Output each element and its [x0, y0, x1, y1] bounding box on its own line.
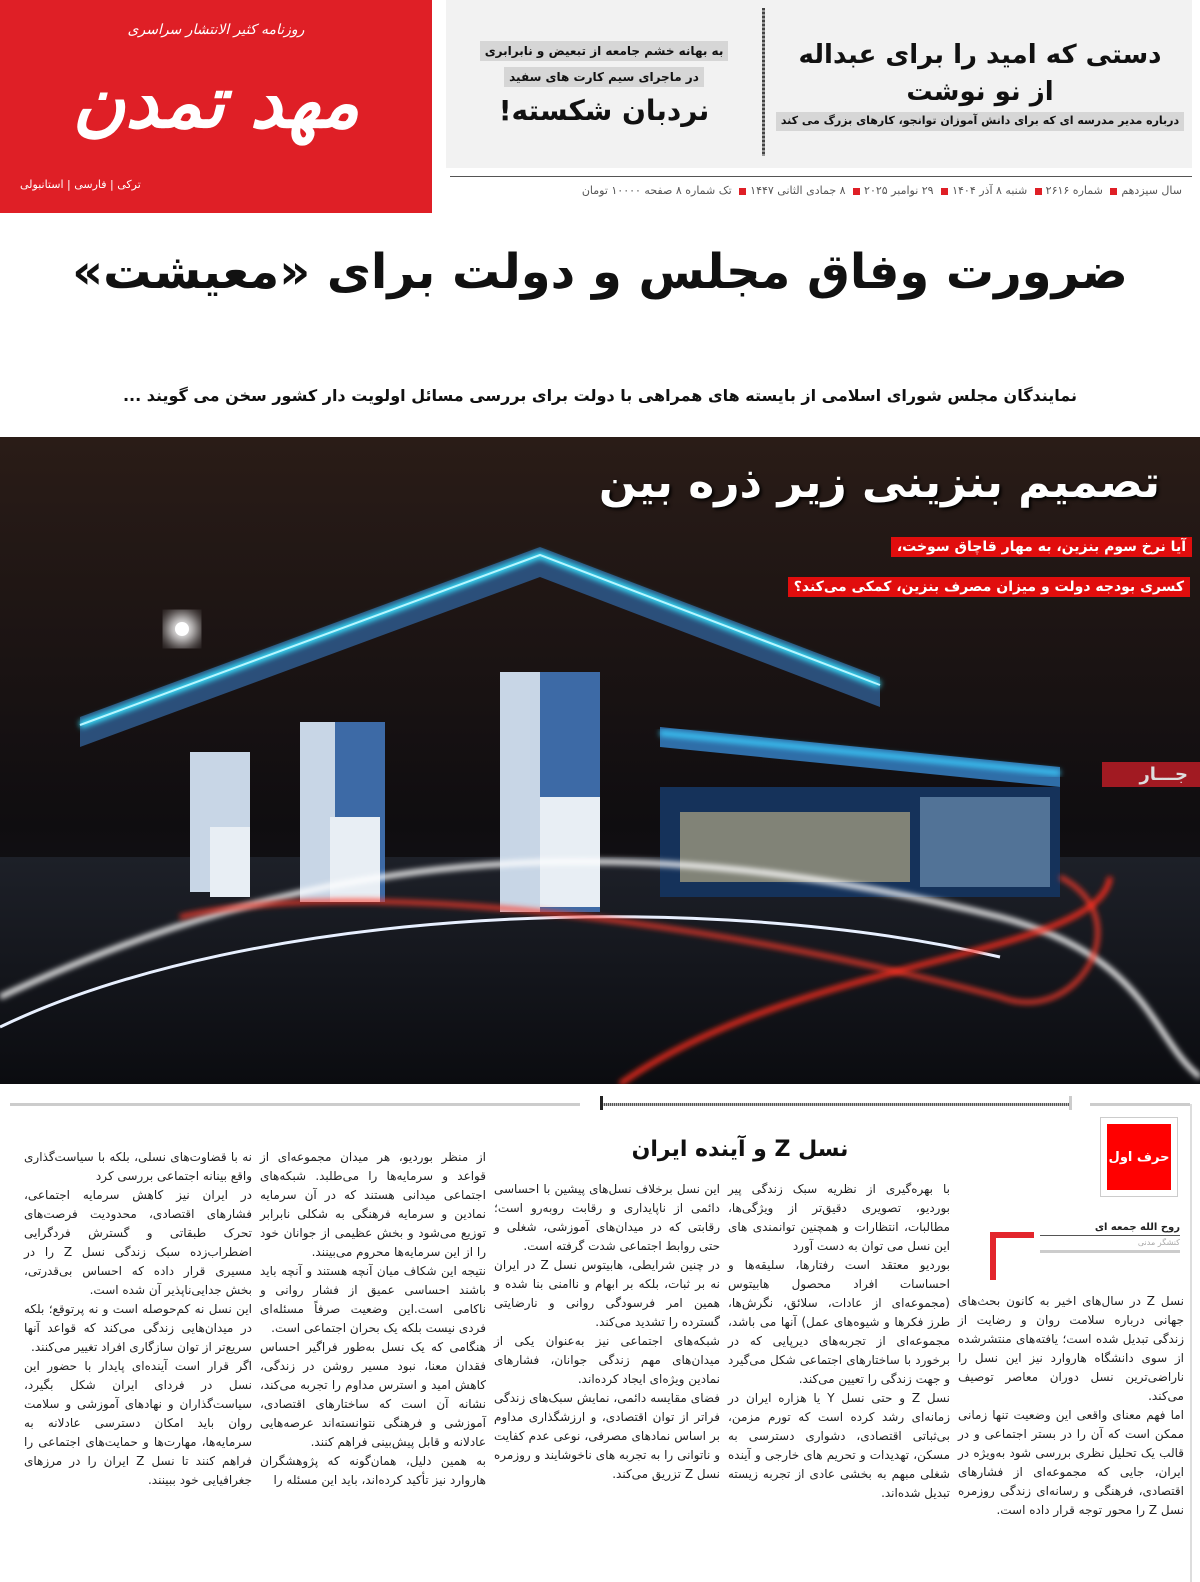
- article-paragraph: بوردیو معتقد است رفتارها، سلیقه‌ها و احساسات افراد محصول هابیتوس (مجموعه‌ای از عادات، سلائق، نگرش‌ها، طرز فکرها و شیوه‌های عمل) آنها می باشد، مجموعه‌ای از تجربه‌های دیرپایی که در برخورد با ساختارهای اجتماعی شکل می‌گیرد و جهت زندگی را تعیین می‌کند.: [728, 1258, 950, 1386]
- story2-title[interactable]: نردبان شکسته!: [498, 93, 710, 127]
- article-paragraph: اما فهم معنای واقعی این وضعیت تنها زمانی ممکن است که آن را در بستر اجتماعی و در قالب یک تحلیل نظری بررسی شود به‌ویژه در ایران، جایی که مجموعه‌ای از فشارهای اقتصادی، فرهنگی و رسانه‌ای زندگی روزمره نسل Z را محور توجه قرار داده است.: [958, 1408, 1184, 1517]
- story2-kicker-line2: در ماجرای سیم کارت های سفید: [504, 67, 704, 87]
- author-byline: [1040, 1222, 1180, 1253]
- dateline: [450, 176, 1192, 199]
- article-paragraph: هنگامی که یک نسل به‌طور فراگیر احساس فقدان معنا، نبود مسیر روشن در زندگی، کاهش امید و استرس مداوم را تجربه می‌کند، نشانه آن است که ساختارهای اقتصادی، آموزشی و فرهنگی نتوانسته‌اند عرصه‌هایی عادلانه و قابل پیش‌بینی فراهم کنند.: [260, 1340, 486, 1449]
- story1-subtitle: درباره مدیر مدرسه ای که برای دانش آموزان توانجو، کارهای بزرگ می کند: [776, 112, 1184, 131]
- story1: [770, 6, 1190, 164]
- article-column-4: [260, 1148, 486, 1490]
- article-paragraph: نسل Z و حتی نسل Y یا هزاره ایران در زمانه‌ای رشد کرده است که تورم مزمن، بی‌ثباتی اقتصادی، دشواری دسترسی به مسکن، تهدیدات و تحریم های خارجی و آینده شغلی مبهم به بخشی عادی از تجربه زیسته تبدیل شده‌اند.: [728, 1391, 950, 1500]
- jar-section-tag[interactable]: جـــار: [1102, 762, 1200, 787]
- article-column-1: [958, 1292, 1184, 1520]
- gas-station-photo[interactable]: [0, 437, 1200, 1084]
- story2-kicker-line1: به بهانه خشم جامعه از تبعیض و نابرابری: [480, 41, 729, 61]
- article-paragraph: در چنین شرایطی، هابیتوس نسل Z در ایران نه بر ثبات، بلکه بر ابهام و ناامنی بنا شده و همین امر فرسودگی روانی و نارضایتی گسترده را تشدید می‌کند.: [494, 1258, 720, 1329]
- masthead-logo[interactable]: [0, 0, 432, 213]
- photo-story-question-1: آیا نرخ سوم بنزین، به مهار قاچاق سوخت،: [891, 537, 1192, 557]
- main-subhead: نمایندگان مجلس شورای اسلامی از بایسته های همراهی با دولت برای بررسی مسائل اولویت دار کشور سخن می گویند ...: [122, 386, 1078, 405]
- section-rule: [10, 1100, 1190, 1110]
- story-divider: [762, 8, 765, 156]
- section-label-box: [1100, 1117, 1178, 1197]
- bullet-icon: [941, 188, 948, 195]
- article-paragraph: نتیجه این شکاف میان آنچه هستند و آنچه باید باشند احساسی عمیق از فشار روانی و ناکامی است.این وضعیت صرفاً مسئله‌ای فردی نیست بلکه یک بحران اجتماعی است.: [260, 1264, 486, 1335]
- corner-ornament-icon: [990, 1232, 1034, 1280]
- dateline-year: سال سیزدهم: [1121, 184, 1182, 197]
- article-paragraph: نسل Z در سال‌های اخیر به کانون بحث‌های جهانی درباره سلامت روان و رضایت از زندگی تبدیل شده است؛ یافته‌های منتشرشده از سوی دانشگاه هاروارد نیز این نسل را ناراضی‌ترین نسل دوران معاصر توصیف می‌کند.: [958, 1294, 1184, 1403]
- article-title[interactable]: نسل Z و آینده ایران: [631, 1137, 849, 1162]
- article-paragraph: با بهره‌گیری از نظریه سبک زندگی پیر بوردیو، تصویری دقیق‌تر از ویژگی‌ها، مطالبات، انتظارات و همچنین توانمندی های این نسل می توان به دست آورد: [728, 1182, 950, 1253]
- article-column-3: [494, 1180, 720, 1484]
- dateline-persian-date: شنبه ۸ آذر ۱۴۰۴: [952, 184, 1028, 197]
- bullet-icon: [1035, 188, 1042, 195]
- article-paragraph: از منظر بوردیو، هر میدان مجموعه‌ای از قواعد و سرمایه‌ها را می‌طلبد. شبکه‌های اجتماعی میدانی هستند که در آن سرمایه نمادین و سرمایه فرهنگی به شکلی نابرابر توزیع می‌شود و بخش عظیمی از جوانان خود را از این سرمایه‌ها محروم می‌بینند.: [260, 1150, 486, 1259]
- article-paragraph: اگر قرار است آینده‌ای پایدار با حضور این نسل در فردای ایران شکل بگیرد، سیاست‌گذاران و نهادهای آموزشی و سلامت روان باید امکان دسترسی عادلانه به سرمایه‌ها، مهارت‌ها و حمایت‌های اجتماعی را فراهم کنند تا نسل Z ایران را در مرزهای جغرافیایی خود ببینند.: [24, 1359, 252, 1487]
- author-name: روح الله جمعه ای: [1040, 1222, 1180, 1236]
- article-paragraph: نه با قضاوت‌های نسلی، بلکه با سیاست‌گذاری واقع بینانه اجتماعی بررسی کرد: [24, 1150, 252, 1183]
- main-headline[interactable]: ضرورت وفاق مجلس و دولت برای «معیشت»: [72, 244, 1128, 300]
- frame-line: [1190, 1104, 1192, 1582]
- article-paragraph: شبکه‌های اجتماعی نیز به‌عنوان یکی از میدان‌های مهم زندگی جوانان، فشارهای نمادین ویژه‌ای ایجاد کرده‌اند.: [494, 1334, 720, 1386]
- dateline-issue: شماره ۲۶۱۶: [1045, 184, 1103, 197]
- photo-story-title[interactable]: تصمیم بنزینی زیر ذره بین: [598, 457, 1160, 508]
- bullet-icon: [739, 188, 746, 195]
- story2: [452, 6, 756, 164]
- article-column-2: [728, 1180, 950, 1503]
- story1-title-line2[interactable]: از نو نوشت: [906, 76, 1054, 107]
- dateline-gregorian-date: ۲۹ نوامبر ۲۰۲۵: [864, 184, 934, 197]
- article-paragraph: این نسل برخلاف نسل‌های پیشین با احساسی دائمی از ناپایداری و رقابت روبه‌رو است؛ رقابتی که در میدان‌های آموزشی، شغلی و حتی روابط اجتماعی شدت گرفته است.: [494, 1182, 720, 1253]
- section-label: حرف اول: [1107, 1124, 1171, 1190]
- author-role: کنشگر مدنی: [1040, 1238, 1180, 1253]
- masthead-tagline: روزنامه کثیر الانتشار سراسری: [127, 22, 305, 38]
- gas-station-illustration: [0, 437, 1200, 1084]
- article-paragraph: این نسل نه کم‌حوصله است و نه پرتوقع؛ بلکه در میدان‌هایی زندگی می‌کند که قواعد آنها سریع‌تر از توان سازگاری افراد تغییر می‌کنند.: [24, 1302, 252, 1354]
- photo-story-question-2: کسری بودجه دولت و میزان مصرف بنزین، کمکی می‌کند؟: [788, 577, 1190, 597]
- masthead-languages: ترکی | فارسی | استانبولی: [20, 178, 141, 191]
- article-paragraph: به همین دلیل، همان‌گونه که پژوهشگران هاروارد نیز تأکید کرده‌اند، باید این مسئله را: [260, 1454, 486, 1487]
- article-column-5: [24, 1148, 252, 1490]
- article-paragraph: فضای مقایسه دائمی، نمایش سبک‌های زندگی فراتر از توان اقتصادی، و ارزشگذاری مداوم بر اساس نمادهای مصرفی، نوعی عدم کفایت و ناتوانی را به تجربه های ناخوشایند و روزمره نسل Z تزریق می‌کند.: [494, 1391, 720, 1481]
- bullet-icon: [853, 188, 860, 195]
- bullet-icon: [1110, 188, 1117, 195]
- story1-title-line1[interactable]: دستی که امید را برای عبداله: [798, 40, 1162, 71]
- article-paragraph: در ایران نیز کاهش سرمایه اجتماعی، فشارهای اقتصادی، محدودیت فرصت‌های تحرک طبقاتی و گسترش فردگرایی اضطراب‌زده سبک زندگی نسل Z را در مسیری قرار داده که احساس بی‌قدرتی، بخش جدایی‌ناپذیر آن شده است.: [24, 1188, 252, 1297]
- dateline-hijri-date: ۸ جمادی الثانی ۱۴۴۷: [750, 184, 846, 197]
- dateline-price: تک شماره ۸ صفحه ۱۰۰۰۰ تومان: [581, 184, 732, 197]
- masthead-name: مهد تمدن: [72, 59, 360, 144]
